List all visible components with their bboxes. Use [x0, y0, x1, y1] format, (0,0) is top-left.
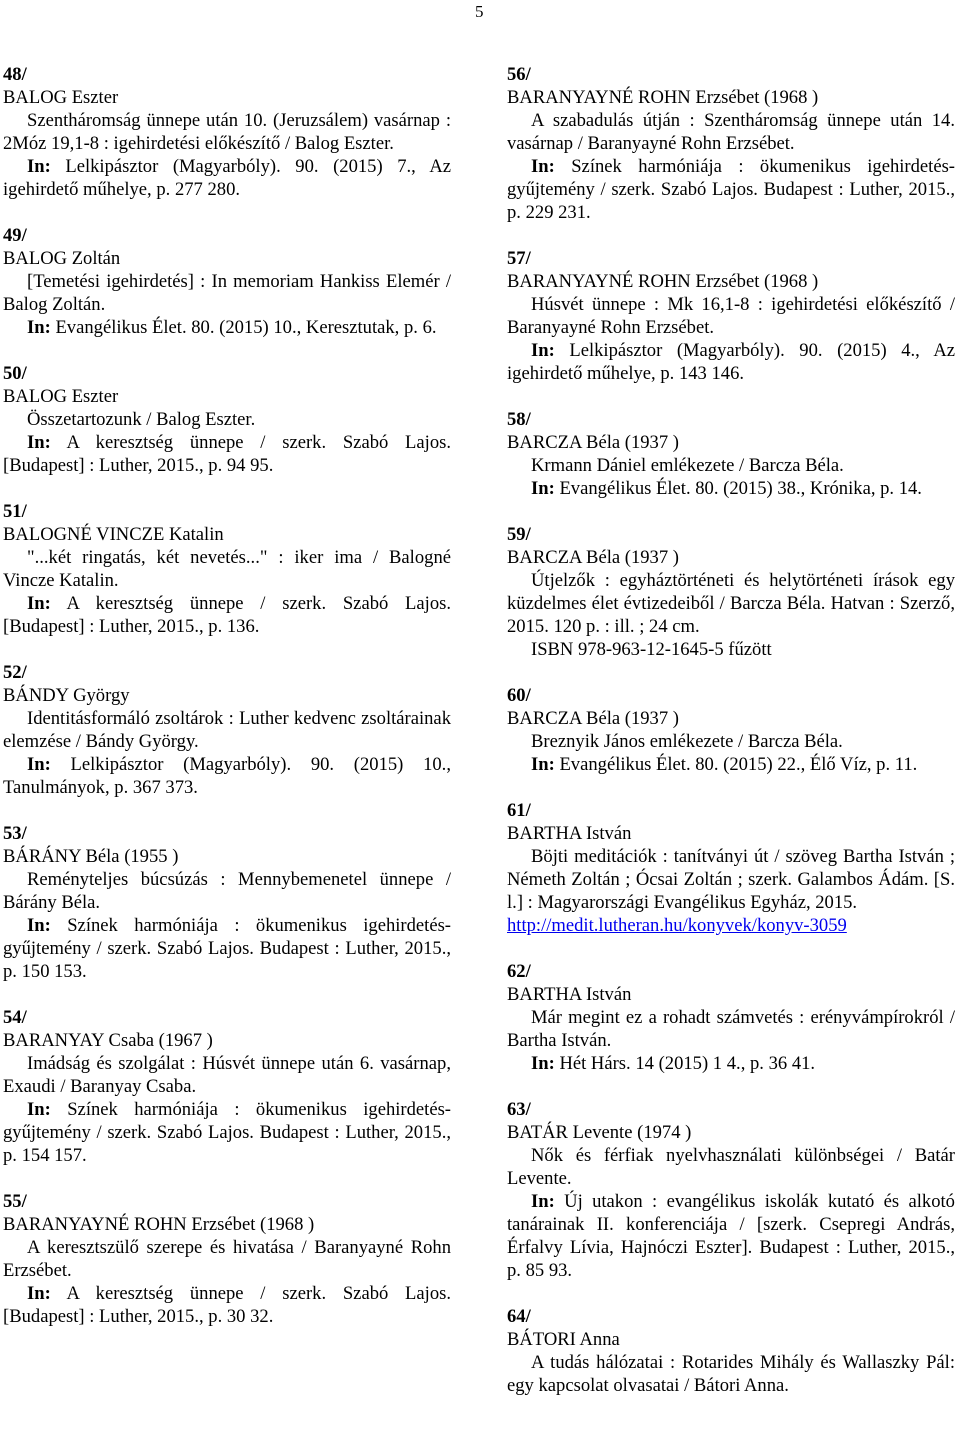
- entry-author: BATÁR Levente (1974 ): [507, 1122, 692, 1143]
- entry-number: 60/: [507, 685, 531, 706]
- bib-entry: [3, 661, 451, 799]
- in-label: In:: [531, 340, 555, 361]
- entry-source: [507, 155, 955, 224]
- in-label: In:: [531, 156, 555, 177]
- bib-entry: [507, 247, 955, 385]
- entry-number: 53/: [3, 823, 27, 844]
- source-text: Evangélikus Élet. 80. (2015) 22., Élő Víz, p. 11.: [559, 754, 918, 775]
- entry-url-link[interactable]: http://medit.lutheran.hu/konyvek/konyv-3059: [507, 915, 847, 936]
- entry-source: [507, 1052, 955, 1075]
- entry-title: Breznyik János emlékezete / Barcza Béla.: [531, 731, 843, 752]
- entry-author: BALOG Zoltán: [3, 248, 121, 269]
- entry-author: BARTHA István: [507, 823, 632, 844]
- entry-number: 50/: [3, 363, 27, 384]
- entry-author: BARTHA István: [507, 984, 632, 1005]
- in-label: In:: [27, 317, 51, 338]
- in-label: In:: [531, 754, 555, 775]
- entry-title: Összetartozunk / Balog Eszter.: [27, 409, 256, 430]
- source-text: Színek harmóniája : ökumenikus igehirdetés-gyűjtemény / szerk. Szabó Lajos. Budapest : Luther, 2015., p. 154 157.: [3, 1099, 451, 1166]
- in-label: In:: [27, 593, 51, 614]
- source-text: Színek harmóniája : ökumenikus igehirdetés-gyűjtemény / szerk. Szabó Lajos. Budapest : Luther, 2015., p. 150 153.: [3, 915, 451, 982]
- entry-title: Böjti meditációk : tanítványi út / szöveg Bartha István ; Németh Zoltán ; Ócsai Zoltán ; szerk. Galambos Ádám. [S. l.] : Magyarországi Evangélikus Egyház, 2015.: [507, 846, 955, 913]
- source-text: Lelkipásztor (Magyarbóly). 90. (2015) 4., Az igehirdető műhelye, p. 143 146.: [507, 340, 955, 384]
- left-column: [3, 63, 451, 1351]
- source-text: Lelkipásztor (Magyarbóly). 90. (2015) 7., Az igehirdető műhelye, p. 277 280.: [3, 156, 451, 200]
- in-label: In:: [531, 1053, 555, 1074]
- entry-number: 63/: [507, 1099, 531, 1120]
- source-text: A keresztség ünnepe / szerk. Szabó Lajos. [Budapest] : Luther, 2015., p. 136.: [3, 593, 451, 637]
- entry-source: [3, 316, 451, 339]
- entry-title: Krmann Dániel emlékezete / Barcza Béla.: [531, 455, 844, 476]
- right-column: [507, 63, 955, 1420]
- entry-title: "...két ringatás, két nevetés..." : iker ima / Balogné Vincze Katalin.: [3, 547, 451, 591]
- entry-author: BARCZA Béla (1937 ): [507, 432, 679, 453]
- entry-author: BÁTORI Anna: [507, 1329, 620, 1350]
- entry-author: BÁNDY György: [3, 685, 130, 706]
- bib-entry: [3, 822, 451, 983]
- in-label: In:: [27, 432, 51, 453]
- in-label: In:: [27, 1283, 51, 1304]
- entry-number: 48/: [3, 64, 27, 85]
- entry-isbn: ISBN 978-963-12-1645-5 fűzött: [531, 639, 772, 660]
- entry-number: 64/: [507, 1306, 531, 1327]
- entry-source: [3, 592, 451, 638]
- entry-author: BALOG Eszter: [3, 87, 119, 108]
- entry-title: Imádság és szolgálat : Húsvét ünnepe után 6. vasárnap, Exaudi / Baranyay Csaba.: [3, 1053, 451, 1097]
- entry-number: 59/: [507, 524, 531, 545]
- source-text: Evangélikus Élet. 80. (2015) 10., Keresztutak, p. 6.: [55, 317, 437, 338]
- in-label: In:: [531, 1191, 555, 1212]
- in-label: In:: [27, 915, 51, 936]
- entry-number: 56/: [507, 64, 531, 85]
- entry-source: [507, 477, 955, 500]
- bib-entry: [507, 799, 955, 937]
- entry-title: A szabadulás útján : Szentháromság ünnepe után 14. vasárnap / Baranyayné Rohn Erzsébet.: [507, 110, 955, 154]
- entry-title: Már megint ez a rohadt számvetés : erényvámpírokról / Bartha István.: [507, 1007, 955, 1051]
- entry-title: Szentháromság ünnepe után 10. (Jeruzsálem) vasárnap : 2Móz 19,1-8 : igehirdetési előkészítő / Balog Eszter.: [3, 110, 451, 154]
- bib-entry: [507, 63, 955, 224]
- entry-source: [507, 753, 955, 776]
- bib-entry: [3, 1006, 451, 1167]
- bib-entry: [3, 224, 451, 339]
- entry-title: [Temetési igehirdetés] : In memoriam Hankiss Elemér / Balog Zoltán.: [3, 271, 451, 315]
- entry-number: 55/: [3, 1191, 27, 1212]
- bib-entry: [3, 63, 451, 201]
- entry-author: BARANYAYNÉ ROHN Erzsébet (1968 ): [507, 87, 819, 108]
- entry-title: Reményteljes búcsúzás : Mennybemenetel ünnepe / Bárány Béla.: [3, 869, 451, 913]
- entry-number: 51/: [3, 501, 27, 522]
- entry-title: Nők és férfiak nyelvhasználati különbségei / Batár Levente.: [507, 1145, 955, 1189]
- source-text: Evangélikus Élet. 80. (2015) 38., Krónika, p. 14.: [559, 478, 922, 499]
- source-text: Lelkipásztor (Magyarbóly). 90. (2015) 10., Tanulmányok, p. 367 373.: [3, 754, 451, 798]
- entry-title: Identitásformáló zsoltárok : Luther kedvenc zsoltárainak elemzése / Bándy György.: [3, 708, 451, 752]
- bib-entry: [507, 1305, 955, 1397]
- entry-number: 49/: [3, 225, 27, 246]
- entry-title: Húsvét ünnepe : Mk 16,1-8 : igehirdetési előkészítő / Baranyayné Rohn Erzsébet.: [507, 294, 955, 338]
- bib-entry: [3, 1190, 451, 1328]
- entry-source: [3, 914, 451, 983]
- entry-number: 58/: [507, 409, 531, 430]
- entry-number: 54/: [3, 1007, 27, 1028]
- entry-title: A tudás hálózatai : Rotarides Mihály és Wallaszky Pál: egy kapcsolat olvasatai / Bátori Anna.: [507, 1352, 955, 1396]
- entry-title: Útjelzők : egyháztörténeti és helytörténeti írások egy küzdelmes élet évtizedeiből / Barcza Béla. Hatvan : Szerző, 2015. 120 p. : ill. ; 24 cm.: [507, 570, 955, 637]
- entry-source: [3, 431, 451, 477]
- entry-title: A keresztszülő szerepe és hivatása / Baranyayné Rohn Erzsébet.: [3, 1237, 451, 1281]
- entry-author: BARANYAYNÉ ROHN Erzsébet (1968 ): [3, 1214, 315, 1235]
- bib-entry: [3, 362, 451, 477]
- entry-author: BÁRÁNY Béla (1955 ): [3, 846, 179, 867]
- in-label: In:: [531, 478, 555, 499]
- entry-source: [507, 339, 955, 385]
- entry-source: [3, 1098, 451, 1167]
- entry-author: BARANYAYNÉ ROHN Erzsébet (1968 ): [507, 271, 819, 292]
- entry-author: BARCZA Béla (1937 ): [507, 708, 679, 729]
- entry-author: BARANYAY Csaba (1967 ): [3, 1030, 213, 1051]
- source-text: Hét Hárs. 14 (2015) 1 4., p. 36 41.: [559, 1053, 816, 1074]
- source-text: Új utakon : evangélikus iskolák kutató és alkotó tanárainak II. konferenciája / [szerk. Csepregi András, Érfalvy Lívia, Hajnóczi Eszter]. Budapest : Luther, 2015., p. 85 93.: [507, 1191, 955, 1281]
- bib-entry: [507, 408, 955, 500]
- in-label: In:: [27, 1099, 51, 1120]
- source-text: A keresztség ünnepe / szerk. Szabó Lajos. [Budapest] : Luther, 2015., p. 94 95.: [3, 432, 451, 476]
- entry-number: 61/: [507, 800, 531, 821]
- page-number: 5: [475, 2, 484, 21]
- entry-source: [3, 1282, 451, 1328]
- in-label: In:: [27, 754, 51, 775]
- entry-author: BALOG Eszter: [3, 386, 119, 407]
- entry-author: BALOGNÉ VINCZE Katalin: [3, 524, 224, 545]
- entry-source: [3, 753, 451, 799]
- bib-entry: [3, 500, 451, 638]
- source-text: Színek harmóniája : ökumenikus igehirdetés-gyűjtemény / szerk. Szabó Lajos. Budapest : Luther, 2015., p. 229 231.: [507, 156, 955, 223]
- entry-number: 52/: [3, 662, 27, 683]
- source-text: A keresztség ünnepe / szerk. Szabó Lajos. [Budapest] : Luther, 2015., p. 30 32.: [3, 1283, 451, 1327]
- entry-author: BARCZA Béla (1937 ): [507, 547, 679, 568]
- entry-url-line: [507, 914, 955, 937]
- entry-source: [3, 155, 451, 201]
- bib-entry: [507, 960, 955, 1075]
- entry-number: 62/: [507, 961, 531, 982]
- in-label: In:: [27, 156, 51, 177]
- entry-source: [507, 1190, 955, 1282]
- bib-entry: [507, 684, 955, 776]
- entry-number: 57/: [507, 248, 531, 269]
- bib-entry: [507, 1098, 955, 1282]
- bib-entry: [507, 523, 955, 661]
